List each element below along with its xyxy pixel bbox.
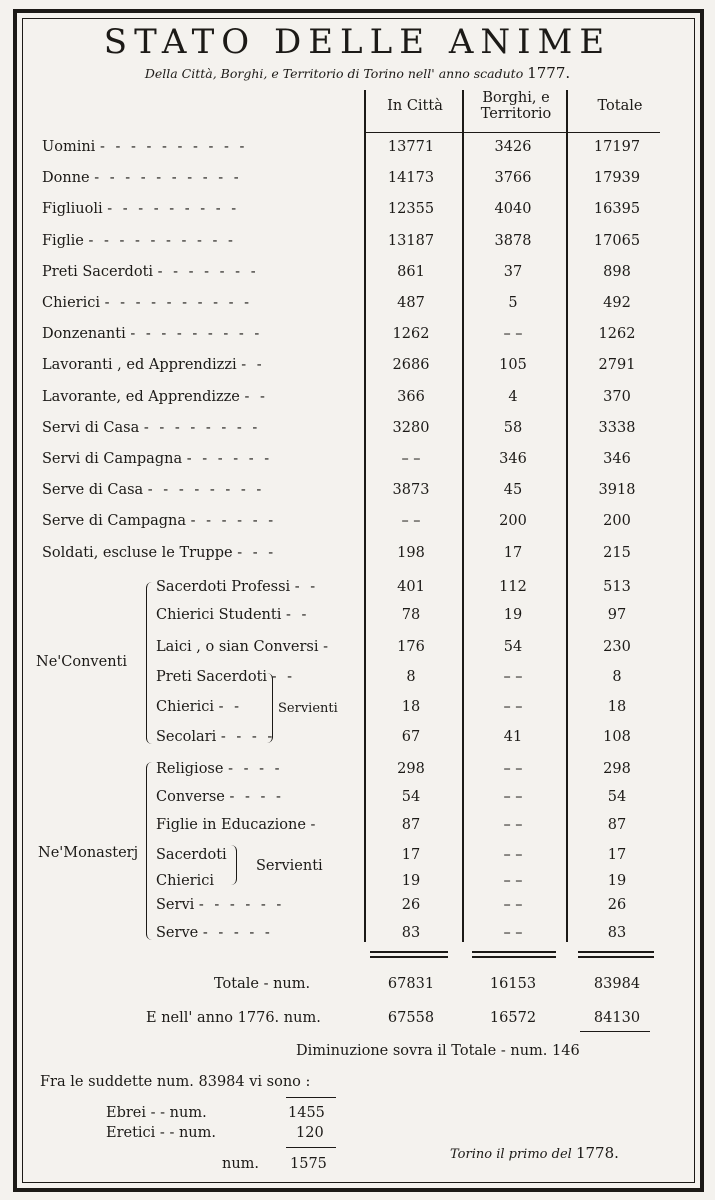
page-subtitle xyxy=(0,64,715,82)
row-label-text: Lavorante, ed Apprendizze xyxy=(42,388,240,405)
row-label xyxy=(42,169,242,187)
cell-borghi: 17 xyxy=(503,544,523,561)
row-label xyxy=(42,544,276,562)
cell-totale: 19 xyxy=(607,873,627,889)
cell-citta: 13187 xyxy=(387,232,435,249)
servienti-label-conventi: Servienti xyxy=(278,701,338,716)
row-label xyxy=(42,138,247,156)
prev-totale: 84130 xyxy=(593,1010,641,1026)
cell-citta: 861 xyxy=(397,263,425,280)
sum-rule xyxy=(286,1147,336,1148)
cell-citta: 19 xyxy=(401,873,421,889)
totale-borghi: 16153 xyxy=(489,976,537,992)
prev-totale-underline xyxy=(580,1031,650,1032)
cell-totale: 3338 xyxy=(598,419,636,436)
total-rule-totale-a xyxy=(578,951,654,953)
ebrei-label: Ebrei - - num. xyxy=(106,1105,207,1121)
row-label-text: Preti Sacerdoti xyxy=(156,669,268,685)
cell-borghi: 5 xyxy=(508,295,518,311)
cell-citta: 18 xyxy=(401,699,421,715)
row-label xyxy=(42,481,264,499)
row-label xyxy=(156,816,318,834)
row-label-text: Chierici xyxy=(42,295,100,311)
cell-borghi: 41 xyxy=(503,729,523,745)
cell-citta: 83 xyxy=(401,925,421,941)
row-leader-dots: - - - - - - - xyxy=(157,263,259,280)
row-leader-dots: - - - - - xyxy=(202,925,273,941)
row-leader-dots: - - xyxy=(271,669,296,685)
row-label-text: Figliuoli xyxy=(42,201,103,218)
row-label xyxy=(42,512,276,530)
cell-borghi: – – xyxy=(503,326,523,343)
row-label xyxy=(156,924,273,942)
brace-servienti-monasterj xyxy=(228,845,237,885)
total-rule-citta-a xyxy=(370,951,448,953)
row-label xyxy=(156,668,295,686)
cell-borghi: – – xyxy=(503,669,523,685)
row-label-text: Serve di Campagna xyxy=(42,513,187,530)
row-leader-dots: - - - - - - - - - - xyxy=(104,295,253,311)
row-leader-dots: - - - - xyxy=(228,761,283,777)
row-label-text: Sacerdoti Professi xyxy=(156,579,291,595)
row-label-text: Soldati, escluse le Truppe xyxy=(42,544,233,561)
cell-borghi: 3766 xyxy=(494,170,532,187)
totale-citta: 67831 xyxy=(387,976,435,992)
cell-citta: – – xyxy=(401,451,421,467)
cell-citta: 401 xyxy=(397,579,425,595)
row-leader-dots: - - xyxy=(285,607,310,623)
cell-citta: 1262 xyxy=(392,326,430,343)
row-label-text: Uomini xyxy=(42,139,96,155)
row-label xyxy=(42,388,268,406)
cell-totale: 215 xyxy=(603,544,631,561)
cell-citta: 17 xyxy=(401,847,421,863)
column-header-borghi: Borghi, e Territorio xyxy=(480,90,552,122)
cell-totale: 108 xyxy=(603,729,631,745)
brace-servienti-conventi xyxy=(264,673,273,743)
column-rule-3 xyxy=(566,90,568,942)
cell-totale: 513 xyxy=(603,579,631,595)
cell-totale: 298 xyxy=(603,761,631,777)
cell-citta: 12355 xyxy=(387,201,435,218)
row-leader-dots: - - - - - - - - - - xyxy=(88,232,236,249)
cell-borghi: 37 xyxy=(503,263,523,280)
cell-borghi: – – xyxy=(503,817,523,833)
cell-totale: 17939 xyxy=(593,170,641,187)
cell-citta: 198 xyxy=(397,544,425,561)
column-header-totale: Totale xyxy=(597,98,643,114)
row-label xyxy=(156,896,284,914)
total-rule-totale-b xyxy=(578,956,654,958)
column-header-citta: In Città xyxy=(387,98,443,114)
cell-citta: – – xyxy=(401,513,421,530)
row-leader-dots: - - - - - - - - - xyxy=(130,326,263,343)
cell-borghi: 105 xyxy=(499,357,527,374)
row-leader-dots: - - - - xyxy=(220,729,276,745)
sum-label: num. xyxy=(222,1156,260,1172)
cell-citta: 298 xyxy=(397,761,425,777)
cell-citta: 26 xyxy=(401,897,421,913)
cell-totale: 8 xyxy=(612,669,622,685)
row-label-text: Servi xyxy=(156,897,195,913)
row-leader-dots: - - - - - - xyxy=(186,451,273,467)
row-label xyxy=(156,638,331,656)
row-label xyxy=(156,846,227,864)
row-label-text: Serve di Casa xyxy=(42,482,144,499)
row-leader-dots: - - - - - - xyxy=(190,513,277,530)
prev-year-label: E nell' anno 1776. num. xyxy=(146,1010,321,1026)
cell-citta: 487 xyxy=(397,295,425,311)
cell-totale: 230 xyxy=(603,639,631,655)
row-label xyxy=(42,325,262,343)
row-label-text: Donzenanti xyxy=(42,326,126,343)
row-label-text: Figlie in Educazione xyxy=(156,817,306,833)
row-leader-dots: - - - - - - - - xyxy=(143,419,261,436)
row-leader-dots: - xyxy=(323,639,331,655)
row-label xyxy=(156,760,283,778)
row-label-text: Servi di Casa xyxy=(42,419,140,436)
signature-text: Torino il primo del xyxy=(450,1147,572,1162)
row-label-text: Lavoranti , ed Apprendizzi xyxy=(42,357,237,374)
cell-borghi: 4 xyxy=(508,388,518,405)
eretici-label: Eretici - - num. xyxy=(106,1125,216,1141)
cell-borghi: – – xyxy=(503,699,523,715)
row-label-text: Sacerdoti xyxy=(156,847,227,863)
row-leader-dots: - - xyxy=(218,699,243,715)
row-label xyxy=(42,200,239,218)
row-label-text: Laici , o sian Conversi xyxy=(156,639,319,655)
total-rule-borghi-a xyxy=(472,951,556,953)
group-label-monasterj: Ne'Monasterj xyxy=(38,845,139,861)
cell-totale: 17197 xyxy=(593,139,641,155)
row-label-text: Converse xyxy=(156,789,225,805)
cell-citta: 3873 xyxy=(392,482,430,499)
totale-label: Totale - num. xyxy=(214,976,311,992)
row-label-text: Preti Sacerdoti xyxy=(42,263,154,280)
cell-borghi: 3426 xyxy=(494,139,532,155)
footer-intro: Fra le suddette num. 83984 vi sono : xyxy=(40,1074,311,1090)
cell-totale: 83 xyxy=(607,925,627,941)
cell-totale: 17065 xyxy=(593,232,641,249)
cell-borghi: 54 xyxy=(503,639,523,655)
prev-citta: 67558 xyxy=(387,1010,435,1026)
cell-totale: 200 xyxy=(603,513,631,530)
sum-value: 1575 xyxy=(290,1156,327,1172)
header-rule-3 xyxy=(568,132,660,133)
cell-totale: 1262 xyxy=(598,326,636,343)
ebrei-overline xyxy=(286,1097,336,1098)
row-leader-dots: - - - xyxy=(237,544,277,561)
cell-totale: 2791 xyxy=(598,357,636,374)
row-label xyxy=(156,788,284,806)
eretici-value: 120 xyxy=(296,1125,324,1141)
cell-totale: 3918 xyxy=(598,482,636,499)
brace-conventi xyxy=(146,582,155,744)
row-leader-dots: - - - - - - xyxy=(198,897,285,913)
cell-totale: 26 xyxy=(607,897,627,913)
row-label xyxy=(42,263,259,281)
total-rule-borghi-b xyxy=(472,956,556,958)
page-title: STATO DELLE ANIME xyxy=(103,22,612,62)
cell-totale: 87 xyxy=(607,817,627,833)
row-label-text: Chierici Studenti xyxy=(156,607,282,623)
row-label-text: Servi di Campagna xyxy=(42,451,183,467)
cell-totale: 492 xyxy=(603,295,631,311)
row-label xyxy=(42,450,272,468)
subtitle-text: Della Città, Borghi, e Territorio di Torino nell' anno scaduto xyxy=(144,66,524,81)
row-leader-dots: - - - - - - - - - - xyxy=(99,139,248,155)
cell-borghi: – – xyxy=(503,789,523,805)
cell-totale: 346 xyxy=(603,451,631,467)
cell-borghi: 346 xyxy=(499,451,527,467)
cell-borghi: – – xyxy=(503,847,523,863)
column-rule-2 xyxy=(462,90,464,942)
row-label xyxy=(42,356,265,374)
cell-borghi: 200 xyxy=(499,513,527,530)
row-label xyxy=(42,419,260,437)
cell-totale: 16395 xyxy=(593,201,641,218)
row-label-text: Religiose xyxy=(156,761,224,777)
row-leader-dots: - - - - - - - - - - xyxy=(94,170,242,187)
cell-totale: 18 xyxy=(607,699,627,715)
subtitle-year: 1777. xyxy=(527,64,571,82)
header-rule-1 xyxy=(366,132,462,133)
cell-borghi: 58 xyxy=(503,419,523,436)
cell-citta: 8 xyxy=(406,669,416,685)
row-leader-dots: - xyxy=(310,817,319,833)
cell-citta: 13771 xyxy=(387,139,435,155)
cell-borghi: – – xyxy=(503,761,523,777)
cell-borghi: 112 xyxy=(499,579,527,595)
row-label xyxy=(156,728,275,746)
servienti-label-monasterj: Servienti xyxy=(256,858,323,874)
row-label xyxy=(156,872,214,890)
row-label xyxy=(42,232,236,250)
cell-totale: 17 xyxy=(607,847,627,863)
cell-citta: 366 xyxy=(397,388,425,405)
cell-citta: 14173 xyxy=(387,170,435,187)
row-label-text: Chierici xyxy=(156,699,214,715)
cell-citta: 2686 xyxy=(392,357,430,374)
cell-borghi: – – xyxy=(503,925,523,941)
header-rule-2 xyxy=(464,132,566,133)
ebrei-value: 1455 xyxy=(288,1105,325,1121)
row-label xyxy=(42,294,252,312)
cell-borghi: – – xyxy=(503,897,523,913)
cell-citta: 3280 xyxy=(392,419,430,436)
cell-totale: 97 xyxy=(607,607,627,623)
cell-totale: 54 xyxy=(607,789,627,805)
total-rule-citta-b xyxy=(370,956,448,958)
row-leader-dots: - - - - xyxy=(229,789,284,805)
cell-citta: 54 xyxy=(401,789,421,805)
cell-borghi: 45 xyxy=(503,482,523,499)
totale-totale: 83984 xyxy=(593,976,641,992)
cell-borghi: 3878 xyxy=(494,232,532,249)
cell-borghi: 19 xyxy=(503,607,523,623)
cell-citta: 67 xyxy=(401,729,421,745)
row-leader-dots: - - - - - - - - xyxy=(147,482,265,499)
brace-monasterj xyxy=(146,762,155,940)
signature-year: 1778. xyxy=(575,1144,619,1162)
row-label-text: Donne xyxy=(42,170,90,187)
row-label xyxy=(156,578,318,596)
row-label xyxy=(156,698,242,716)
cell-totale: 898 xyxy=(603,263,631,280)
cell-citta: 78 xyxy=(401,607,421,623)
cell-citta: 87 xyxy=(401,817,421,833)
group-label-conventi: Ne'Conventi xyxy=(36,654,127,670)
row-leader-dots: - - xyxy=(244,388,268,405)
signature-line xyxy=(450,1144,619,1162)
cell-borghi: – – xyxy=(503,873,523,889)
row-label-text: Figlie xyxy=(42,232,84,249)
prev-borghi: 16572 xyxy=(489,1010,537,1026)
row-leader-dots: - - - - - - - - - xyxy=(107,201,240,218)
row-leader-dots: - - xyxy=(294,579,319,595)
cell-citta: 176 xyxy=(397,639,425,655)
cell-borghi: 4040 xyxy=(494,201,532,218)
row-label-text: Chierici xyxy=(156,873,214,889)
row-leader-dots: - - xyxy=(241,357,265,374)
row-label-text: Serve xyxy=(156,925,199,941)
cell-totale: 370 xyxy=(603,388,631,405)
diminuzione-line: Diminuzione sovra il Totale - num. 146 xyxy=(296,1043,580,1059)
row-label xyxy=(156,606,309,624)
row-label-text: Secolari xyxy=(156,729,217,745)
